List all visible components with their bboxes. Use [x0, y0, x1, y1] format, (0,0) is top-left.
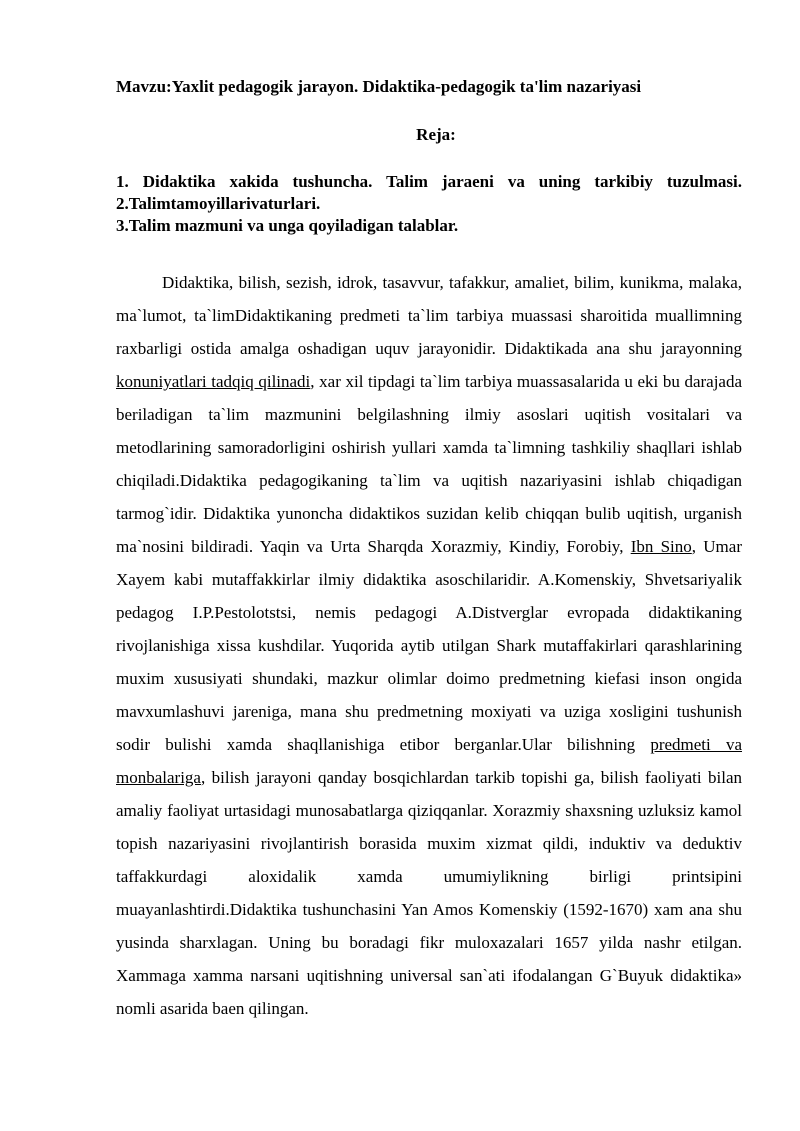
plan-item-1: 1. Didaktika xakida tushuncha. Talim jaraeni va uning tarkibiy tuzulmasi.: [116, 172, 742, 191]
paragraph-text-4: , bilish jarayoni qanday bosqichlardan tarkib topishi ga, bilish faoliyati bilan amaliy faoliyat urtasidagi munosabatlarga qiziqqanlar. Xorazmiy shaxsning uzluksiz kamol topish nazariyasini rivojlantirish borasida muxim xizmat qildi, induktiv va deduktiv taffakkurdagi aloxidalik xamda umumiylikning birligi printsipini muayanlashtirdi.Didaktika tushunchasini Yan Amos Komenskiy (1592-1670) xam ana shu yusinda sharxlagan. Uning bu boradagi fikr muloxazalari 1657 yilda nashr etilgan. Xammaga xamma narsani uqitishning universal san`ati ifodalangan G`Buyuk didaktika» nomli asarida baen qilingan.: [116, 768, 742, 1018]
link-ibn-sino[interactable]: Ibn Sino: [630, 537, 692, 556]
plan-item-2: 2.Talimtamoyillarivaturlari.: [116, 194, 321, 213]
link-konuniyatlari[interactable]: konuniyatlari tadqiq qilinadi: [116, 372, 311, 391]
paragraph-text-2: , xar xil tipdagi ta`lim tarbiya muassasalarida u eki bu darajada beriladigan ta`lim mazmunini belgilashning ilmiy asoslari uqitish vositalari va metodlarining samoradorligini oshirish yullari xamda ta`limning tashkiliy shaqllari ishlab chiqiladi.Didaktika pedagogikaning ta`lim va uqitish nazariyasini ishlab chiqadigan tarmog`idir. Didaktika yunoncha didaktikos suzidan kelib chiqqan bulib uqitish, urganish ma`nosini bildiradi. Yaqin va Urta Sharqda Xorazmiy, Kindiy, Forobiy,: [116, 372, 743, 556]
plan-item-3: 3.Talim mazmuni va unga qoyiladigan talablar.: [116, 216, 459, 235]
plan-heading: Reja:: [416, 125, 456, 144]
paragraph-text-3: , Umar Xayem kabi mutaffakkirlar ilmiy didaktika asoschilaridir. A.Komenskiy, Shvetsariyalik pedagog I.P.Pestolotstsi, nemis pedagogi A.Distverglar evropada didaktikaning rivojlanishiga xissa kushdilar. Yuqorida aytib utilgan Shark mutaffakirlari qarashlarining muxim xususiyati shundaki, mazkur olimlar doimo predmetning kiefasi inson ongida mavxumlashuvi jareniga, mana shu predmetning moxiyati va uziga xosligini tushunish sodir bulishi xamda shaqllanishiga etibor berganlar.Ular bilishning: [116, 537, 742, 754]
paragraph-text-1: Didaktika, bilish, sezish, idrok, tasavvur, tafakkur, amaliet, bilim, kunikma, malaka, ma`lumot, ta`limDidaktikaning predmeti ta`lim tarbiya muassasi sharoitida muallimning raxbarligi ostida amalga oshadigan uquv jarayonidir. Didaktikada ana shu jarayonning: [116, 273, 742, 358]
document-title: Mavzu:Yaxlit pedagogik jarayon. Didaktika-pedagogik ta'lim nazariyasi: [116, 77, 642, 96]
body-paragraph: [116, 266, 742, 1025]
link-predmeti[interactable]: predmeti va monbalariga: [116, 735, 742, 787]
plan-list: [116, 171, 742, 237]
